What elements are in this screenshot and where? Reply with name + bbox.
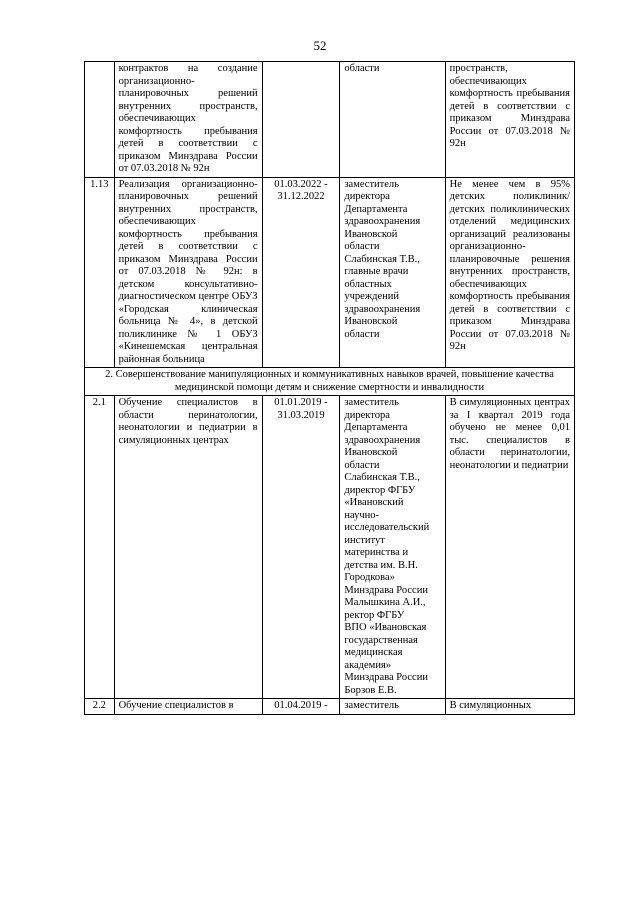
page-number: 52	[313, 38, 327, 53]
responsible-cell: заместитель директора Департамента здравоохранения Ивановской области Слабинская Т.В., главные врачи областных учреждений здравоохранения Ивановской области	[340, 177, 445, 368]
table-row	[85, 62, 575, 178]
dates-cell: 01.03.2022 - 31.12.2022	[262, 177, 340, 368]
table-row	[85, 396, 575, 699]
event-cell: Реализация организационно-планировочных решений внутренних пространств, обеспечивающих комфортность пребывания детей в соответствии с приказом Минздрава России от 07.03.2018 № 92н: в детском консультативно-диагностическом центре ОБУЗ «Городская клиническая больница № 4», в детской поликлинике № 1 ОБУЗ «Кинешемская центральная районная больница	[114, 177, 262, 368]
result-cell: В симуляционных центрах за I квартал 2019 года обучено не менее 0,01 тыс. специалистов в области перинатологии, неонатологии и педиатрии	[445, 396, 574, 699]
section-title: 2. Совершенствование манипуляционных и коммуникативных навыков врачей, повышение качества медицинской помощи детям и снижение смертности и инвалидности	[85, 368, 575, 396]
row-number: 2.1	[85, 396, 115, 699]
event-cell: Обучение специалистов в области перинатологии, неонатологии и педиатрии в симуляционных центрах	[114, 396, 262, 699]
result-cell: пространств, обеспечивающих комфортность пребывания детей в соответствии с приказом Минздрава России от 07.03.2018 № 92н	[445, 62, 574, 178]
dates-cell	[262, 62, 340, 178]
event-cell: Обучение специалистов в	[114, 699, 262, 715]
plan-table	[84, 61, 575, 715]
result-cell: Не менее чем в 95% детских поликлиник/детских поликлинических отделений медицинских организаций реализованы организационно-планировочные решения внутренних пространств, обеспечивающих комфортность пребывания детей в соответствии с приказом Минздрава России от 07.03.2018 № 92н	[445, 177, 574, 368]
result-cell: В симуляционных	[445, 699, 574, 715]
section-header-row	[85, 368, 575, 396]
table-row	[85, 699, 575, 715]
dates-cell: 01.01.2019 - 31.03.2019	[262, 396, 340, 699]
row-number: 1.13	[85, 177, 115, 368]
event-cell: контрактов на создание организационно-планировочных решений внутренних пространств, обеспечивающих комфортность пребывания детей в соответствии с приказом Минздрава России от 07.03.2018 № 92н	[114, 62, 262, 178]
dates-cell: 01.04.2019 -	[262, 699, 340, 715]
row-number	[85, 62, 115, 178]
responsible-cell: области	[340, 62, 445, 178]
table-row	[85, 177, 575, 368]
responsible-cell: заместитель директора Департамента здравоохранения Ивановской области Слабинская Т.В., директор ФГБУ «Ивановский научно- исследовательский институт материнства и детства им. В.Н. Городкова» Минздрава России Малышкина А.И., ректор ФГБУ ВПО «Ивановская государственная медицинская академия» Минздрава России Борзов Е.В.	[340, 396, 445, 699]
row-number: 2.2	[85, 699, 115, 715]
responsible-cell: заместитель	[340, 699, 445, 715]
